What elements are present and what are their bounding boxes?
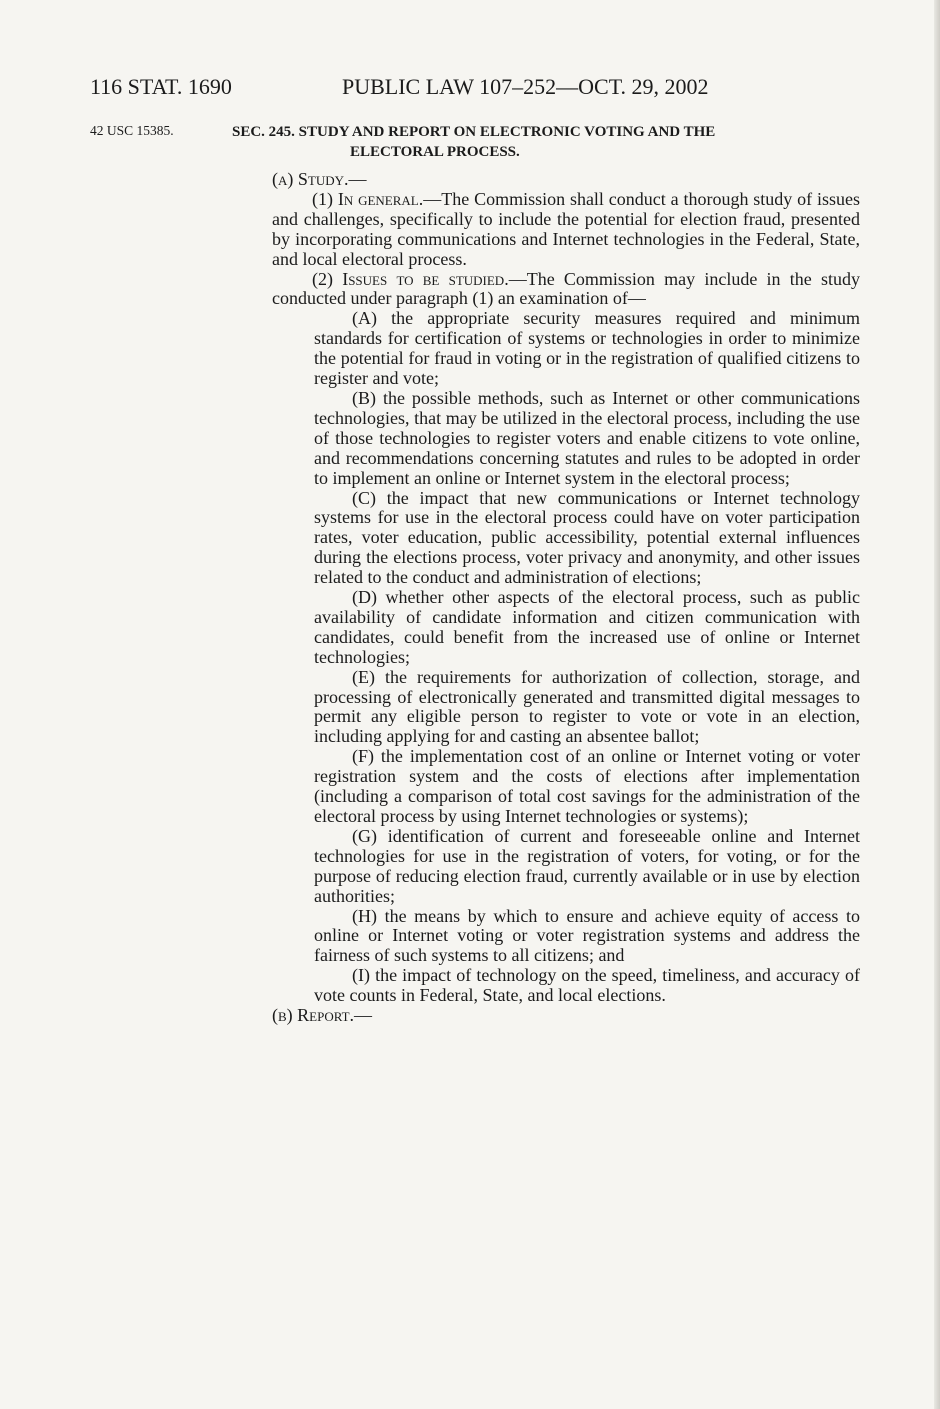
paragraph-issues-to-be-studied [272, 270, 860, 310]
section-heading-line-1: SEC. 245. STUDY AND REPORT ON ELECTRONIC VOTING AND THE [232, 124, 716, 140]
list-item-h: (H) the means by which to ensure and achieve equity of access to online or Internet voting or voter registration systems and address the fairness of such systems to all citizens; and [314, 905, 860, 966]
list-item-c: (C) the impact that new communications or Internet technology systems for use in the electoral process could have on voter participation rates, voter education, public accessibility, potential external influences during the elections process, voter privacy and anonymity, and other issues related to the conduct and administration of elections; [314, 487, 860, 588]
paragraph-text: The Commission shall conduct a thorough study of issues and challenges, specifically to include the potential for election fraud, presented by incorporating communications and Internet technologies in the Federal, State, and local electoral process. [272, 188, 861, 269]
public-law-citation: PUBLIC LAW 107–252—OCT. 29, 2002 [342, 74, 709, 99]
running-header [90, 74, 850, 104]
list-item-f: (F) the implementation cost of an online or Internet voting or voter registration system and the costs of elections after implementation (including a comparison of total cost savings for the administration of the electoral process by using Internet technologies or systems); [314, 746, 860, 826]
paragraph-label: (2) Issues to be studied.— [312, 268, 527, 289]
paragraph-text: The Commission may include in the study conducted under paragraph (1) an examination of— [272, 268, 860, 309]
section-heading [232, 122, 862, 162]
section-body [272, 170, 860, 1026]
margin-citation: 42 USC 15385. [90, 123, 174, 138]
paragraph-label: (1) In general.— [312, 188, 442, 209]
subsection-heading-study: (a) Study.— [272, 169, 367, 189]
list-item-b: (B) the possible methods, such as Internet or other communications technologies, that may be utilized in the electoral process, including the use of those technologies to register voters and enable citizens to vote online, and recommendations concerning statutes and rules to be adopted in order to implement an online or Internet system in the electoral process; [314, 387, 860, 488]
section-heading-line-2: ELECTORAL PROCESS. [350, 144, 520, 160]
page-edge-shadow [934, 0, 940, 1409]
statute-page-reference: 116 STAT. 1690 [90, 74, 232, 99]
list-item-a: (A) the appropriate security measures required and minimum standards for certification of systems or technologies in order to minimize the potential for fraud in voting or in the registration of qualified citizens to register and vote; [314, 308, 860, 389]
list-item-e: (E) the requirements for authorization of collection, storage, and processing of electronically generated and transmitted digital messages to permit any eligible person to register to vote or vote in an election, including applying for and casting an absentee ballot; [314, 666, 860, 747]
paragraph-in-general [272, 190, 860, 270]
list-item-i: (I) the impact of technology on the speed, timeliness, and accuracy of vote counts in Federal, State, and local elections. [314, 965, 860, 1006]
list-item-g: (G) identification of current and foreseeable online and Internet technologies for use in the registration of voters, for voting, or for the purpose of reducing election fraud, currently available or in use by election authorities; [314, 825, 860, 906]
subsection-heading-report: (b) Report.— [272, 1005, 373, 1026]
list-item-d: (D) whether other aspects of the electoral process, such as public availability of candidate information and citizen communication with candidates, could benefit from the increased use of online or Internet technologies; [314, 587, 860, 667]
